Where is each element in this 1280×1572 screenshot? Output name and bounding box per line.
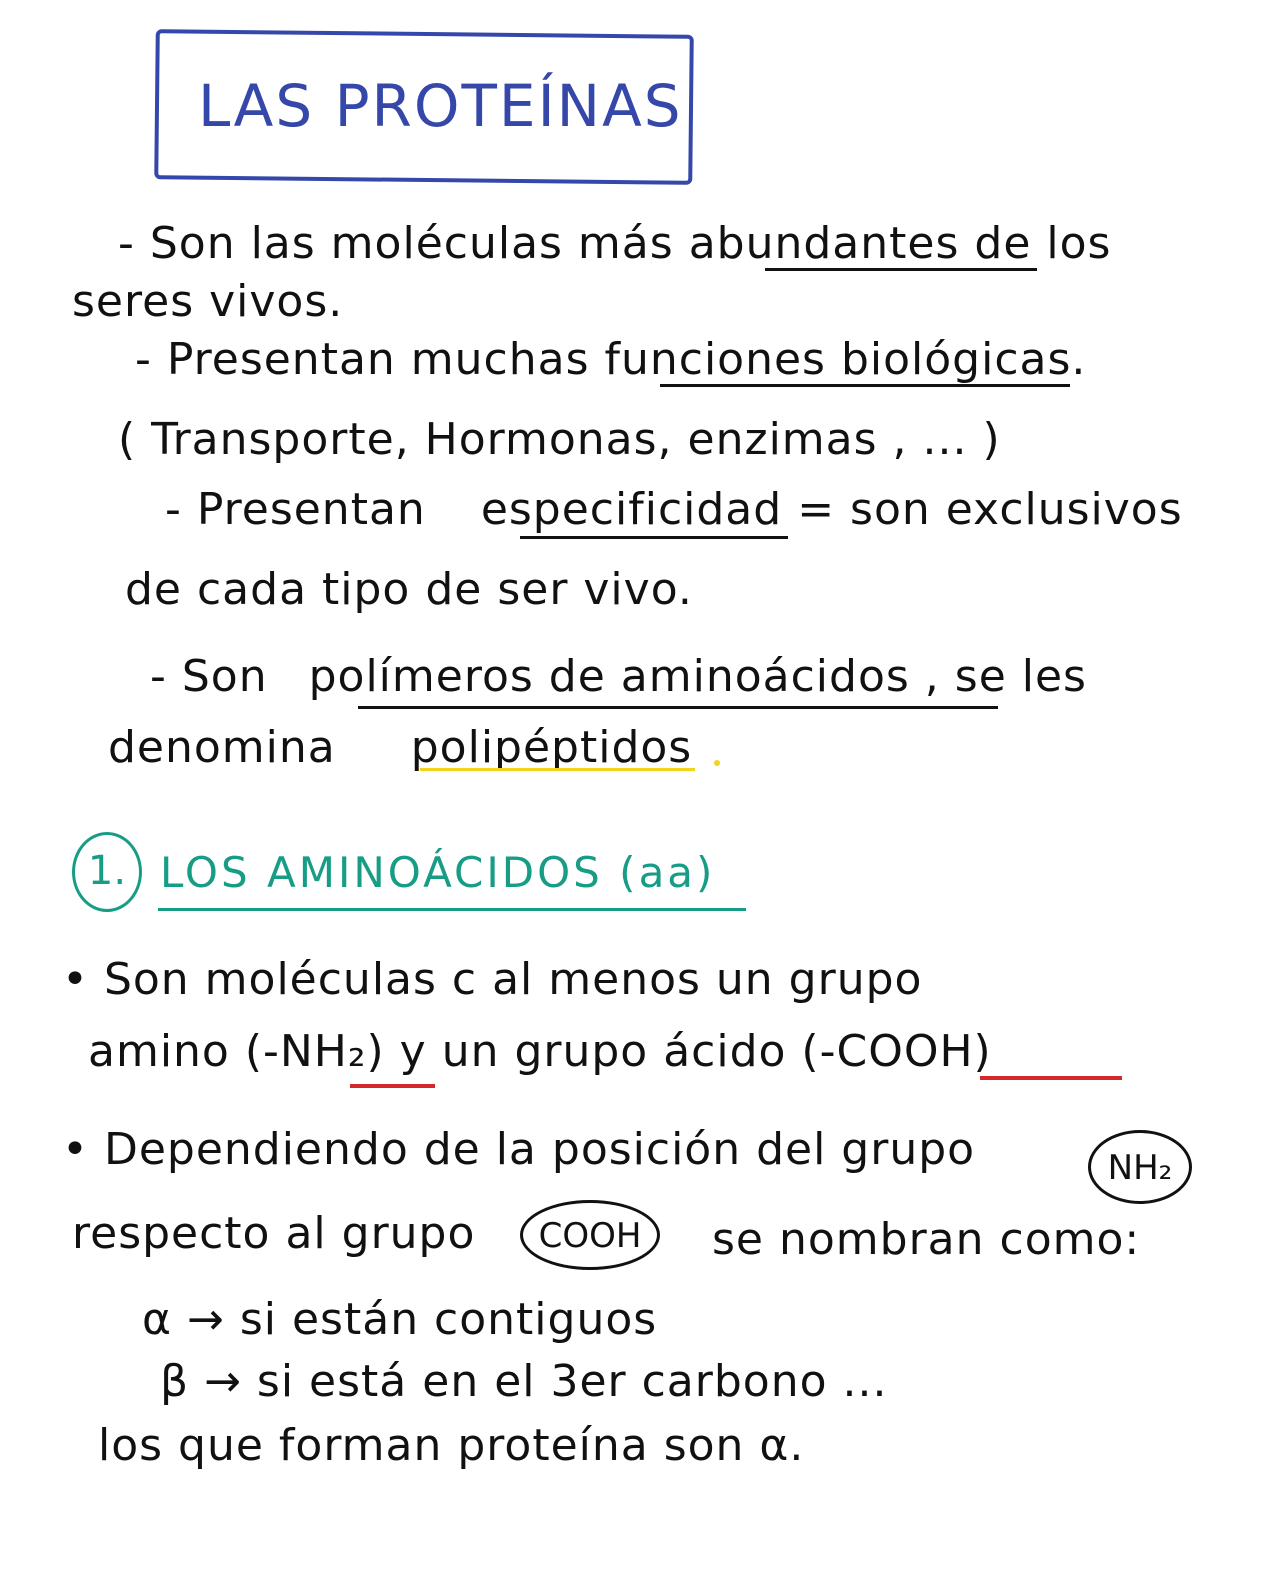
intro-line-8 — [108, 722, 693, 773]
body-line-4 — [72, 1208, 476, 1259]
intro-line-7 — [150, 651, 1087, 702]
body-line-7: los que forman proteína son α. — [98, 1420, 805, 1471]
intro-line-3-prefix: - Presentan muchas — [135, 334, 590, 385]
term-polimeros: polímeros de aminoácidos — [308, 651, 910, 702]
underline-section-heading — [158, 908, 746, 911]
page-title: LAS PROTEÍNAS — [198, 72, 683, 140]
intro-line-3 — [135, 334, 1087, 385]
section-heading: LOS AMINOÁCIDOS (aa) — [160, 848, 716, 897]
intro-line-5 — [165, 484, 1183, 535]
body-line-6: β → si está en el 3er carbono ... — [160, 1356, 888, 1407]
yellow-dot — [714, 760, 720, 766]
underline-especificidad — [520, 536, 788, 539]
intro-line-1 — [118, 218, 1112, 269]
underline-funciones — [660, 384, 1070, 387]
intro-line-2: seres vivos. — [72, 276, 344, 327]
body-line-2-end: ) — [973, 1026, 992, 1077]
term-funciones-biologicas: funciones biológicas. — [604, 334, 1087, 385]
term-polipeptidos: polipéptidos — [410, 722, 693, 773]
body-line-3: • Dependiendo de la posición del grupo — [62, 1124, 976, 1175]
term-especificidad: especificidad — [480, 484, 783, 535]
circled-cooh: COOH — [520, 1200, 660, 1270]
underline-polipeptidos — [420, 768, 695, 771]
body-line-4-prefix: respecto al grupo — [72, 1208, 476, 1259]
circled-nh2: NH₂ — [1088, 1130, 1192, 1204]
term-abundantes: abundantes — [688, 218, 960, 269]
body-line-4-suffix: se nombran como: — [712, 1214, 1141, 1265]
formula-nh2: NH₂ — [279, 1026, 367, 1077]
body-line-2 — [88, 1026, 992, 1077]
body-line-2-mid: ) y un grupo ácido (- — [366, 1026, 837, 1077]
intro-line-6: de cada tipo de ser vivo. — [125, 564, 693, 615]
body-line-2-prefix: amino (- — [88, 1026, 280, 1077]
underline-abundantes — [765, 268, 1037, 271]
intro-line-1-suffix: de los — [974, 218, 1112, 269]
intro-line-4: ( Transporte, Hormonas, enzimas , ... ) — [118, 414, 1001, 465]
underline-cooh — [980, 1076, 1122, 1080]
intro-line-7-prefix: - Son — [150, 651, 268, 702]
section-number: 1. — [72, 832, 142, 912]
intro-line-8-prefix: denomina — [108, 722, 336, 773]
intro-line-5-suffix: = son exclusivos — [797, 484, 1183, 535]
formula-cooh: COOH — [836, 1026, 974, 1077]
intro-line-5-prefix: - Presentan — [165, 484, 426, 535]
intro-line-1-prefix: - Son las moléculas más — [118, 218, 674, 269]
body-line-5: α → si están contiguos — [142, 1294, 658, 1345]
intro-line-7-suffix: , se les — [924, 651, 1087, 702]
body-line-1: • Son moléculas c al menos un grupo — [62, 954, 923, 1005]
underline-polimeros — [358, 706, 998, 709]
underline-nh2 — [350, 1084, 435, 1088]
